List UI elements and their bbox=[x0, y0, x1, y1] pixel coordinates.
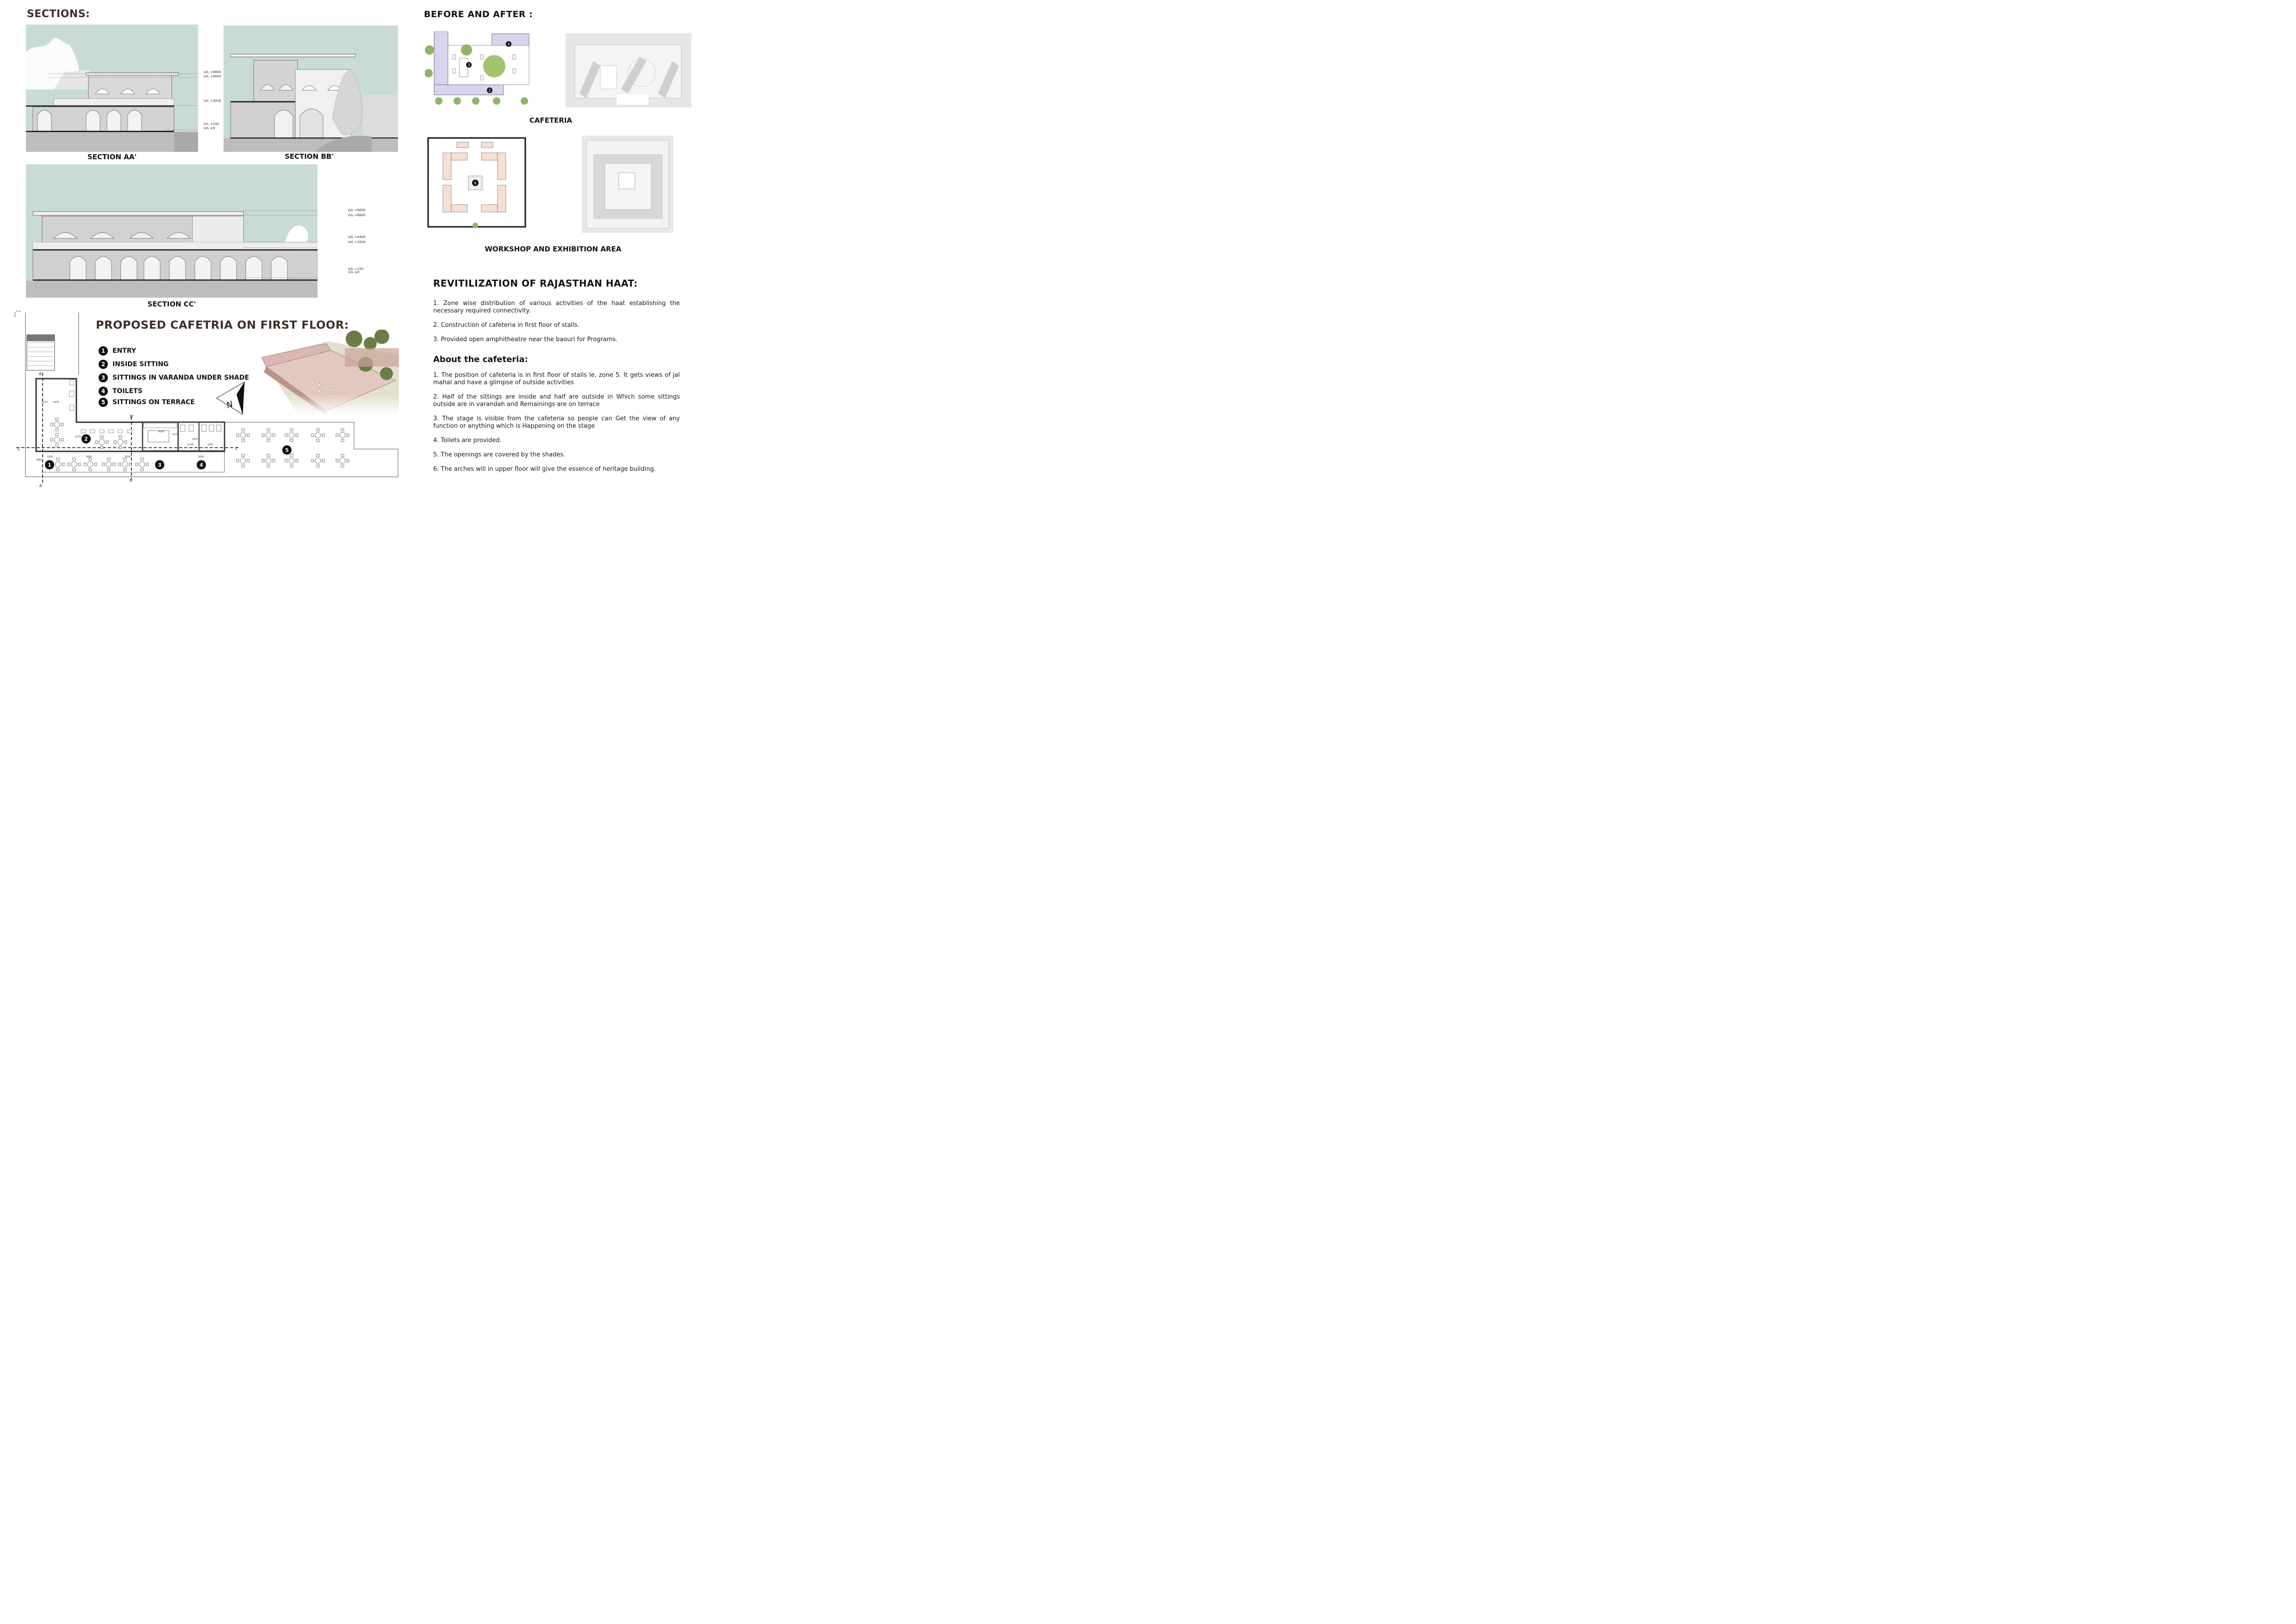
level-label: LVL ±0 bbox=[348, 270, 360, 274]
zone-marker-1: 1 bbox=[48, 462, 51, 468]
north-label: N bbox=[225, 399, 235, 411]
dim-label: 2148 bbox=[187, 443, 193, 446]
dim-label: 5840 bbox=[198, 456, 204, 458]
cafeteria-3d-render bbox=[261, 330, 399, 415]
marker-6: 6 bbox=[474, 181, 477, 185]
north-arrow-icon bbox=[216, 380, 248, 417]
legend-label: TOILETS bbox=[112, 387, 143, 395]
marker-4: 4 bbox=[507, 42, 510, 46]
section-bb-caption: SECTION BB' bbox=[285, 152, 334, 161]
dim-label: 1000 bbox=[47, 456, 53, 458]
about-point: 4. Toilets are provided. bbox=[433, 437, 502, 444]
about-point: 5. The openings are covered by the shades. bbox=[433, 451, 566, 458]
level-label: LVL +9600 bbox=[348, 208, 366, 212]
legend-label: INSIDE SITTING bbox=[112, 361, 169, 368]
legend-label: SITTINGS IN VARANDA UNDER SHADE bbox=[112, 374, 249, 381]
section-cc-levels bbox=[348, 208, 376, 275]
level-label: LVL +3500 bbox=[204, 99, 221, 103]
section-mark-b-top: B' bbox=[130, 414, 134, 418]
legend-number: 1 bbox=[99, 346, 108, 356]
dim-label: 2882 bbox=[36, 459, 42, 462]
marker-2: 2 bbox=[488, 88, 491, 93]
dim-label: 1000 bbox=[125, 456, 131, 458]
section-mark-a-bottom: A bbox=[39, 484, 42, 488]
section-aa-drawing bbox=[26, 25, 198, 152]
dim-label: 4590 bbox=[158, 431, 164, 433]
section-cc-caption: SECTION CC' bbox=[147, 300, 196, 308]
level-label: LVL +3500 bbox=[348, 240, 366, 244]
about-point: 3. The stage is visible from the cafeteria so people can Get the view of any function or anything which is Happening on the stage bbox=[433, 415, 680, 430]
about-point: 1. The position of cafeteria is in first floor of stalls Ie, zone 5. It gets views of jal mahal and have a glimpse of outside activities bbox=[433, 372, 680, 386]
zone-marker-5: 5 bbox=[285, 447, 289, 453]
about-point: 2. Half of the sittings are inside and half are outside in Which some sittings outside are in varandah and Remainings are on terrace bbox=[433, 394, 680, 408]
sections-title: SECTIONS: bbox=[27, 8, 90, 20]
revitalization-point: 2. Construction of cafeteria in first floor of stalls. bbox=[433, 322, 579, 329]
legend-number: 3 bbox=[99, 373, 108, 382]
section-bb-drawing bbox=[224, 25, 398, 152]
level-label: LVL +150 bbox=[348, 267, 364, 271]
section-cc-drawing bbox=[26, 164, 317, 298]
about-points bbox=[433, 372, 680, 473]
dim-label: 3270 bbox=[42, 401, 48, 404]
section-mark-b-bottom: B bbox=[130, 478, 132, 482]
cafeteria-before-plan bbox=[425, 31, 531, 108]
level-label: LVL ±0 bbox=[204, 126, 215, 130]
level-label: LVL +9600 bbox=[204, 70, 221, 74]
legend-item-inside-sitting bbox=[99, 359, 249, 369]
zone-marker-2: 2 bbox=[84, 436, 88, 442]
revitalization-point: 1. Zone wise distribution of various activities of the haat establishing the necessary required connectivity. bbox=[433, 300, 680, 314]
about-point: 6. The arches will in upper floor will give the essence of heritage building. bbox=[433, 466, 656, 473]
legend-item-entry bbox=[99, 346, 249, 356]
section-mark-a-top: A bbox=[39, 372, 42, 376]
dim-label: 1000 bbox=[192, 438, 198, 441]
dim-label: 5165 bbox=[53, 401, 59, 404]
dim-label: 3270 bbox=[75, 436, 81, 438]
level-label: LVL +4400 bbox=[348, 235, 366, 239]
legend-label: ENTRY bbox=[112, 347, 136, 355]
marker-3: 3 bbox=[467, 63, 470, 67]
cafeteria-after-plan bbox=[566, 33, 691, 107]
legend-label: SITTINGS ON TERRACE bbox=[112, 399, 195, 406]
dim-label: 3270 bbox=[172, 433, 178, 436]
revitalization-points bbox=[433, 300, 680, 344]
level-label: LVL +150 bbox=[204, 122, 219, 126]
legend-number: 2 bbox=[99, 360, 108, 369]
revitalization-point: 3. Provided open amphitheatre near the baouri for Programs. bbox=[433, 336, 618, 343]
cafeteria-caption: CAFETERIA bbox=[529, 116, 572, 125]
legend-number: 4 bbox=[99, 387, 108, 396]
dim-label: 2090 bbox=[86, 456, 92, 458]
dim-label: 2583 bbox=[207, 443, 213, 446]
revitalization-title: REVITILIZATION OF RAJASTHAN HAAT: bbox=[433, 278, 638, 289]
workshop-before-plan bbox=[427, 137, 531, 228]
legend-number: 5 bbox=[99, 398, 108, 407]
section-aa-caption: SECTION AA' bbox=[87, 153, 137, 161]
section-mark-c-left: C bbox=[18, 447, 20, 451]
workshop-after-plan bbox=[582, 136, 673, 233]
about-title: About the cafeteria: bbox=[433, 355, 528, 364]
level-label: LVL +6600 bbox=[204, 75, 221, 78]
level-label: LVL +6600 bbox=[348, 213, 366, 217]
zone-marker-3: 3 bbox=[158, 462, 162, 468]
proposed-title: PROPOSED CAFETRIA ON FIRST FLOOR: bbox=[96, 319, 349, 331]
section-mark-c-right: C' bbox=[235, 447, 239, 451]
zone-marker-4: 4 bbox=[199, 462, 203, 468]
before-after-title: BEFORE AND AFTER : bbox=[424, 9, 533, 19]
workshop-caption: WORKSHOP AND EXHIBITION AREA bbox=[485, 245, 622, 253]
